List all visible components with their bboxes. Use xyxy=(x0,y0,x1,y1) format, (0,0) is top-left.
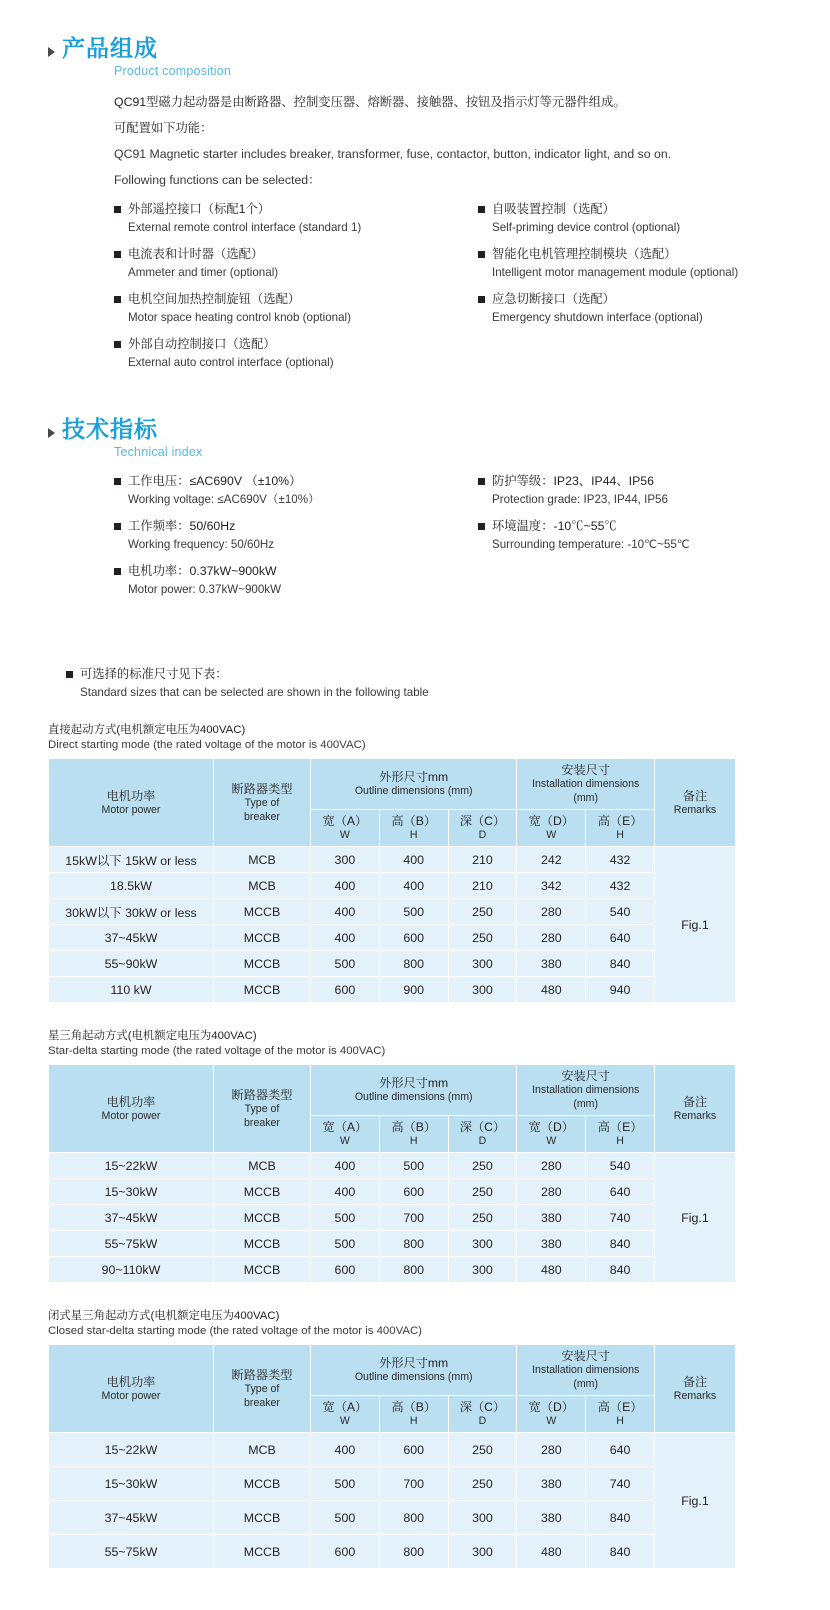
section-heading-technical-index xyxy=(48,415,790,443)
cell-width-a: 500 xyxy=(311,951,380,977)
spec-table xyxy=(48,1344,736,1569)
section-title-cn: 技术指标 xyxy=(62,416,158,442)
cell-width-a: 500 xyxy=(311,1231,380,1257)
feature-column-right xyxy=(452,201,790,381)
cell-motor-power: 37~45kW xyxy=(49,1501,214,1535)
th-installation-dimensions: 安装尺寸 Installation dimensions (mm) xyxy=(517,759,655,810)
cell-height-b: 800 xyxy=(379,951,448,977)
cell-breaker: MCCB xyxy=(214,1205,311,1231)
table-caption-en: Star-delta starting mode (the rated voltage of the motor is 400VAC) xyxy=(48,1045,386,1057)
th-breaker-type: 断路器类型 Type of breaker xyxy=(214,1065,311,1153)
table-caption-en: Closed star-delta starting mode (the rated voltage of the motor is 400VAC) xyxy=(48,1325,422,1337)
triangle-bullet-icon xyxy=(48,47,55,57)
cell-height-b: 700 xyxy=(379,1467,448,1501)
cell-breaker: MCCB xyxy=(214,925,311,951)
tech-label-en: Working voltage: ≤AC690V（±10%） xyxy=(128,493,320,506)
table-caption-cn: 闭式星三角起动方式(电机额定电压为400VAC) xyxy=(48,1310,280,1322)
cell-height-b: 400 xyxy=(379,873,448,899)
cell-width-d: 380 xyxy=(517,1467,586,1501)
cell-motor-power: 55~90kW xyxy=(49,951,214,977)
th-height-e: 高（E） H xyxy=(586,1396,655,1433)
triangle-bullet-icon xyxy=(48,428,55,438)
cell-breaker: MCCB xyxy=(214,1179,311,1205)
intro-paragraph-4: Following functions can be selected： xyxy=(114,173,321,187)
square-bullet-icon xyxy=(114,478,121,485)
cell-height-e: 740 xyxy=(586,1467,655,1501)
th-remarks: 备注 Remarks xyxy=(655,759,736,847)
tech-label-en: Working frequency: 50/60Hz xyxy=(128,538,275,551)
spec-table xyxy=(48,758,736,1003)
cell-height-e: 840 xyxy=(586,1231,655,1257)
tech-label-en: Protection grade: IP23, IP44, IP56 xyxy=(492,493,668,506)
cell-depth-c: 300 xyxy=(448,1231,517,1257)
th-outline-dimensions: 外形尺寸mm Outline dimensions (mm) xyxy=(311,759,517,810)
feature-item xyxy=(114,201,452,236)
th-height-b: 高（B） H xyxy=(379,810,448,847)
cell-width-d: 480 xyxy=(517,977,586,1003)
cell-depth-c: 250 xyxy=(448,1205,517,1231)
square-bullet-icon xyxy=(478,251,485,258)
technical-index-list xyxy=(114,473,790,608)
intro-paragraphs xyxy=(114,94,790,189)
cell-breaker: MCCB xyxy=(214,1467,311,1501)
table-block-closed-star-delta xyxy=(48,1309,790,1593)
feature-label-en: Intelligent motor management module (optional) xyxy=(492,266,739,279)
cell-width-d: 280 xyxy=(517,1153,586,1179)
table-caption-cn: 星三角起动方式(电机额定电压为400VAC) xyxy=(48,1030,257,1042)
cell-height-e: 940 xyxy=(586,977,655,1003)
cell-height-b: 500 xyxy=(379,899,448,925)
tech-label-en: Motor power: 0.37kW~900kW xyxy=(128,583,282,596)
table-row xyxy=(49,925,736,951)
table-row xyxy=(49,1205,736,1231)
feature-label-cn: 电机空间加热控制旋钮（选配） xyxy=(128,292,301,306)
th-depth-c: 深（C） D xyxy=(448,1116,517,1153)
cell-width-a: 400 xyxy=(311,1153,380,1179)
cell-motor-power: 37~45kW xyxy=(49,1205,214,1231)
tech-item xyxy=(478,473,790,508)
cell-breaker: MCB xyxy=(214,1433,311,1467)
intro-paragraph-3: QC91 Magnetic starter includes breaker, transformer, fuse, contactor, button, indicator light, and so on. xyxy=(114,147,672,161)
table-body xyxy=(49,847,736,1003)
feature-label-cn: 自吸装置控制（选配） xyxy=(492,202,615,216)
feature-label-en: External remote control interface (standard 1) xyxy=(128,221,362,234)
cell-breaker: MCCB xyxy=(214,899,311,925)
cell-width-a: 400 xyxy=(311,1179,380,1205)
cell-width-d: 280 xyxy=(517,925,586,951)
feature-column-left xyxy=(114,201,452,381)
tech-column-left xyxy=(114,473,452,608)
feature-label-en: Emergency shutdown interface (optional) xyxy=(492,311,703,324)
cell-width-d: 480 xyxy=(517,1535,586,1569)
cell-height-b: 700 xyxy=(379,1205,448,1231)
cell-width-a: 400 xyxy=(311,899,380,925)
th-breaker-type: 断路器类型 Type of breaker xyxy=(214,759,311,847)
cell-width-d: 480 xyxy=(517,1257,586,1283)
square-bullet-icon xyxy=(114,251,121,258)
table-row xyxy=(49,1153,736,1179)
th-outline-dimensions: 外形尺寸mm Outline dimensions (mm) xyxy=(311,1065,517,1116)
th-motor-power: 电机功率 Motor power xyxy=(49,1345,214,1433)
cell-width-d: 242 xyxy=(517,847,586,873)
cell-motor-power: 18.5kW xyxy=(49,873,214,899)
intro-paragraph-2: 可配置如下功能： xyxy=(114,121,213,135)
cell-width-d: 280 xyxy=(517,1433,586,1467)
cell-motor-power: 15~30kW xyxy=(49,1179,214,1205)
table-row xyxy=(49,847,736,873)
feature-item xyxy=(478,291,790,326)
cell-height-e: 540 xyxy=(586,1153,655,1179)
cell-width-d: 380 xyxy=(517,1501,586,1535)
section-heading-product-composition xyxy=(48,34,790,62)
th-height-e: 高（E） H xyxy=(586,1116,655,1153)
cell-breaker: MCCB xyxy=(214,977,311,1003)
cell-width-a: 600 xyxy=(311,977,380,1003)
th-installation-dimensions: 安装尺寸 Installation dimensions (mm) xyxy=(517,1065,655,1116)
cell-height-e: 840 xyxy=(586,951,655,977)
feature-label-en: Self-priming device control (optional) xyxy=(492,221,681,234)
cell-breaker: MCCB xyxy=(214,1501,311,1535)
th-width-a: 宽（A） W xyxy=(311,810,380,847)
th-width-a: 宽（A） W xyxy=(311,1396,380,1433)
square-bullet-icon xyxy=(114,523,121,530)
cell-motor-power: 30kW以下 30kW or less xyxy=(49,899,214,925)
cell-depth-c: 300 xyxy=(448,1257,517,1283)
feature-label-cn: 外部遥控接口（标配1个） xyxy=(128,202,271,216)
cell-depth-c: 250 xyxy=(448,899,517,925)
square-bullet-icon xyxy=(478,206,485,213)
tech-label-cn: 工作电压：≤AC690V （±10%） xyxy=(128,474,302,488)
table-caption xyxy=(48,1029,790,1059)
feature-label-en: External auto control interface (optional) xyxy=(128,356,334,369)
document-page xyxy=(0,34,830,1610)
spec-table xyxy=(48,1064,736,1283)
feature-item xyxy=(114,246,452,281)
table-block-direct-starting xyxy=(48,723,790,1003)
feature-label-cn: 智能化电机管理控制模块（选配） xyxy=(492,247,677,261)
cell-height-e: 432 xyxy=(586,873,655,899)
cell-breaker: MCB xyxy=(214,847,311,873)
table-caption xyxy=(48,723,790,753)
cell-motor-power: 15~30kW xyxy=(49,1467,214,1501)
th-breaker-type: 断路器类型 Type of breaker xyxy=(214,1345,311,1433)
cell-depth-c: 250 xyxy=(448,1467,517,1501)
table-row xyxy=(49,873,736,899)
table-block-star-delta xyxy=(48,1029,790,1283)
cell-remark: Fig.1 xyxy=(655,1433,736,1569)
cell-motor-power: 15kW以下 15kW or less xyxy=(49,847,214,873)
cell-height-b: 800 xyxy=(379,1501,448,1535)
table-header xyxy=(49,1345,736,1433)
th-height-b: 高（B） H xyxy=(379,1116,448,1153)
standard-size-note-en: Standard sizes that can be selected are shown in the following table xyxy=(80,686,429,699)
th-remarks: 备注 Remarks xyxy=(655,1065,736,1153)
th-width-a: 宽（A） W xyxy=(311,1116,380,1153)
square-bullet-icon xyxy=(478,523,485,530)
th-remarks: 备注 Remarks xyxy=(655,1345,736,1433)
cell-height-e: 640 xyxy=(586,1433,655,1467)
th-installation-dimensions: 安装尺寸 Installation dimensions (mm) xyxy=(517,1345,655,1396)
feature-label-en: Ammeter and timer (optional) xyxy=(128,266,279,279)
square-bullet-icon xyxy=(66,671,73,678)
table-body xyxy=(49,1433,736,1569)
standard-size-note xyxy=(66,666,830,701)
table-caption xyxy=(48,1309,790,1339)
table-row xyxy=(49,899,736,925)
cell-height-b: 600 xyxy=(379,1433,448,1467)
table-row xyxy=(49,951,736,977)
tech-item xyxy=(478,518,790,553)
table-row xyxy=(49,1257,736,1283)
cell-breaker: MCB xyxy=(214,873,311,899)
table-caption-en: Direct starting mode (the rated voltage of the motor is 400VAC) xyxy=(48,739,366,751)
square-bullet-icon xyxy=(478,296,485,303)
tech-label-cn: 环境温度：-10℃~55℃ xyxy=(492,519,617,533)
th-depth-c: 深（C） D xyxy=(448,1396,517,1433)
table-row xyxy=(49,1433,736,1467)
th-height-b: 高（B） H xyxy=(379,1396,448,1433)
cell-depth-c: 250 xyxy=(448,925,517,951)
cell-height-b: 800 xyxy=(379,1257,448,1283)
standard-size-note-cn: 可选择的标准尺寸见下表： xyxy=(80,667,228,681)
cell-height-e: 740 xyxy=(586,1205,655,1231)
cell-height-e: 640 xyxy=(586,925,655,951)
cell-width-a: 500 xyxy=(311,1205,380,1231)
cell-width-a: 600 xyxy=(311,1257,380,1283)
th-motor-power: 电机功率 Motor power xyxy=(49,1065,214,1153)
cell-width-d: 280 xyxy=(517,899,586,925)
cell-depth-c: 250 xyxy=(448,1433,517,1467)
tech-item xyxy=(114,563,452,598)
th-outline-dimensions: 外形尺寸mm Outline dimensions (mm) xyxy=(311,1345,517,1396)
cell-width-d: 380 xyxy=(517,951,586,977)
cell-breaker: MCCB xyxy=(214,1535,311,1569)
cell-depth-c: 210 xyxy=(448,847,517,873)
cell-motor-power: 55~75kW xyxy=(49,1231,214,1257)
section-title-cn: 产品组成 xyxy=(62,35,158,61)
cell-width-d: 342 xyxy=(517,873,586,899)
intro-paragraph-1: QC91型磁力起动器是由断路器、控制变压器、熔断器、接触器、按钮及指示灯等元器件组成。 xyxy=(114,95,626,109)
tech-item xyxy=(114,473,452,508)
section-product-composition xyxy=(48,34,790,381)
feature-label-cn: 电流表和计时器（选配） xyxy=(128,247,264,261)
cell-motor-power: 37~45kW xyxy=(49,925,214,951)
feature-item xyxy=(478,246,790,281)
feature-item xyxy=(114,291,452,326)
cell-motor-power: 15~22kW xyxy=(49,1433,214,1467)
cell-height-e: 840 xyxy=(586,1501,655,1535)
cell-width-a: 400 xyxy=(311,1433,380,1467)
square-bullet-icon xyxy=(114,568,121,575)
cell-depth-c: 250 xyxy=(448,1179,517,1205)
cell-height-e: 540 xyxy=(586,899,655,925)
th-depth-c: 深（C） D xyxy=(448,810,517,847)
cell-height-b: 400 xyxy=(379,847,448,873)
square-bullet-icon xyxy=(114,341,121,348)
table-row xyxy=(49,1231,736,1257)
table-row xyxy=(49,977,736,1003)
table-row xyxy=(49,1467,736,1501)
cell-width-d: 380 xyxy=(517,1231,586,1257)
cell-height-b: 500 xyxy=(379,1153,448,1179)
tech-label-cn: 防护等级：IP23、IP44、IP56 xyxy=(492,474,654,488)
cell-height-b: 600 xyxy=(379,1179,448,1205)
tech-label-cn: 工作频率：50/60Hz xyxy=(128,519,236,533)
table-row xyxy=(49,1535,736,1569)
tech-label-cn: 电机功率：0.37kW~900kW xyxy=(128,564,277,578)
tech-label-en: Surrounding temperature: -10℃~55℃ xyxy=(492,538,690,551)
cell-height-b: 600 xyxy=(379,925,448,951)
cell-width-a: 400 xyxy=(311,873,380,899)
table-row xyxy=(49,1501,736,1535)
tech-column-right xyxy=(452,473,790,608)
feature-item xyxy=(114,336,452,371)
cell-height-e: 840 xyxy=(586,1257,655,1283)
th-width-d: 宽（D） W xyxy=(517,1396,586,1433)
cell-motor-power: 90~110kW xyxy=(49,1257,214,1283)
cell-width-a: 500 xyxy=(311,1501,380,1535)
cell-height-b: 800 xyxy=(379,1231,448,1257)
square-bullet-icon xyxy=(114,296,121,303)
cell-width-a: 600 xyxy=(311,1535,380,1569)
th-motor-power: 电机功率 Motor power xyxy=(49,759,214,847)
cell-depth-c: 300 xyxy=(448,1535,517,1569)
table-body xyxy=(49,1153,736,1283)
cell-width-d: 280 xyxy=(517,1179,586,1205)
cell-motor-power: 110 kW xyxy=(49,977,214,1003)
cell-height-e: 840 xyxy=(586,1535,655,1569)
feature-list xyxy=(114,201,790,381)
cell-width-d: 380 xyxy=(517,1205,586,1231)
cell-height-b: 800 xyxy=(379,1535,448,1569)
cell-depth-c: 250 xyxy=(448,1153,517,1179)
th-height-e: 高（E） H xyxy=(586,810,655,847)
feature-label-cn: 外部自动控制接口（选配） xyxy=(128,337,276,351)
cell-width-a: 400 xyxy=(311,925,380,951)
table-row xyxy=(49,1179,736,1205)
cell-depth-c: 300 xyxy=(448,951,517,977)
cell-breaker: MCCB xyxy=(214,1231,311,1257)
cell-depth-c: 300 xyxy=(448,977,517,1003)
table-header xyxy=(49,759,736,847)
cell-remark: Fig.1 xyxy=(655,1153,736,1283)
cell-breaker: MCCB xyxy=(214,951,311,977)
tech-item xyxy=(114,518,452,553)
table-header xyxy=(49,1065,736,1153)
cell-depth-c: 210 xyxy=(448,873,517,899)
feature-label-cn: 应急切断接口（选配） xyxy=(492,292,615,306)
feature-item xyxy=(478,201,790,236)
cell-remark: Fig.1 xyxy=(655,847,736,1003)
cell-breaker: MCB xyxy=(214,1153,311,1179)
th-width-d: 宽（D） W xyxy=(517,810,586,847)
square-bullet-icon xyxy=(114,206,121,213)
cell-motor-power: 15~22kW xyxy=(49,1153,214,1179)
cell-height-b: 900 xyxy=(379,977,448,1003)
cell-height-e: 640 xyxy=(586,1179,655,1205)
cell-motor-power: 55~75kW xyxy=(49,1535,214,1569)
section-technical-index xyxy=(48,415,790,608)
feature-label-en: Motor space heating control knob (optional) xyxy=(128,311,351,324)
cell-width-a: 500 xyxy=(311,1467,380,1501)
section-title-en: Product composition xyxy=(114,64,232,78)
cell-depth-c: 300 xyxy=(448,1501,517,1535)
cell-width-a: 300 xyxy=(311,847,380,873)
table-caption-cn: 直接起动方式(电机额定电压为400VAC) xyxy=(48,724,246,736)
square-bullet-icon xyxy=(478,478,485,485)
th-width-d: 宽（D） W xyxy=(517,1116,586,1153)
cell-breaker: MCCB xyxy=(214,1257,311,1283)
cell-height-e: 432 xyxy=(586,847,655,873)
section-title-en: Technical index xyxy=(114,445,203,459)
